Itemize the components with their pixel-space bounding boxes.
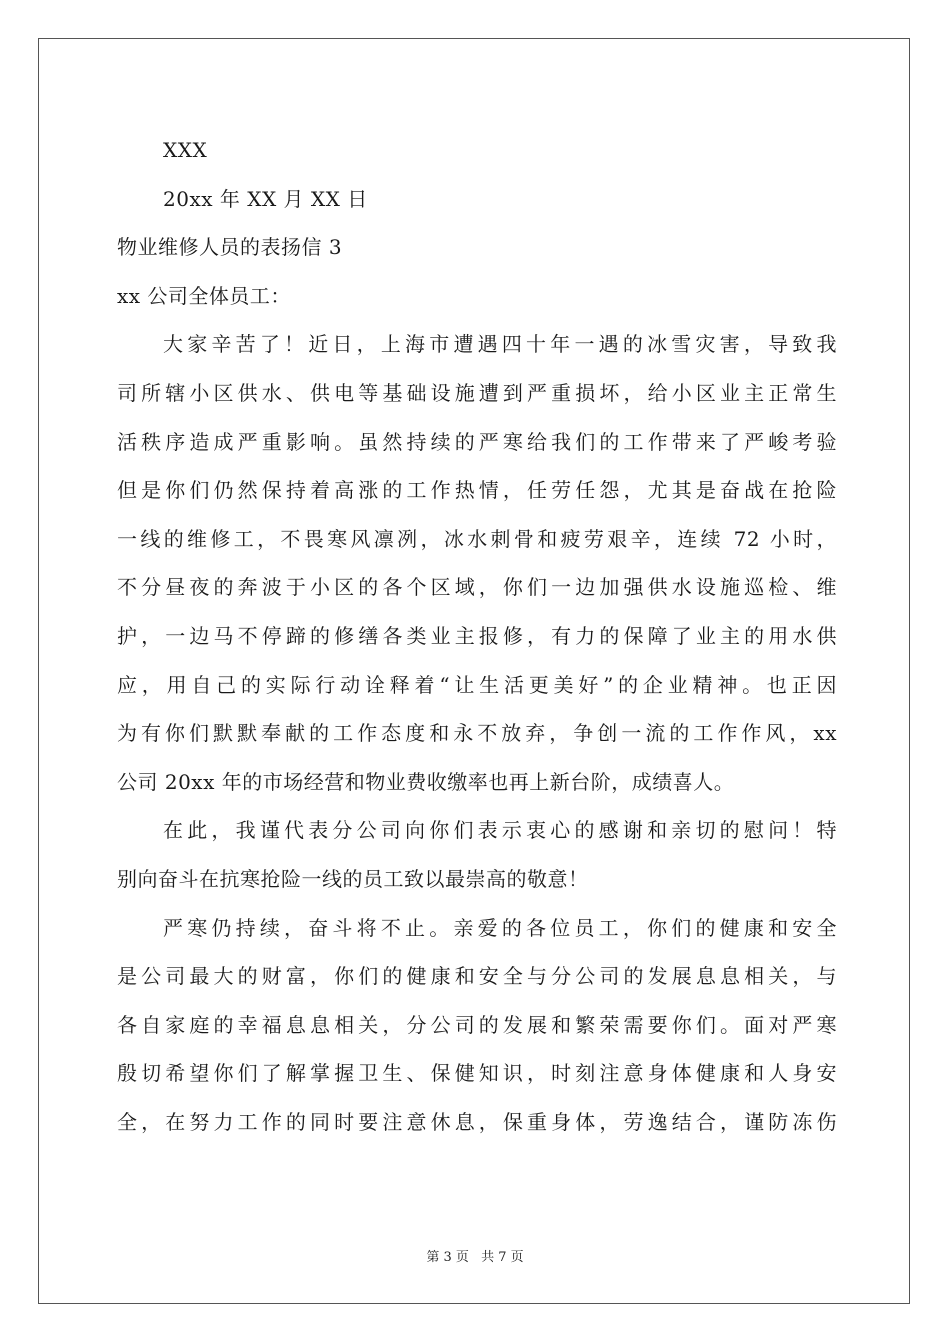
paragraph-line: 严寒仍持续，奋斗将不止。亲爱的各位员工，你们的健康和安全 <box>163 915 837 940</box>
paragraph-2 <box>117 810 837 907</box>
paragraph-line: 大家辛苦了！近日，上海市遭遇四十年一遇的冰雪灾害，导致我 <box>163 332 837 357</box>
paragraph-line: 公司 20xx 年的市场经营和物业费收缴率也再上新台阶，成绩喜人。 <box>117 769 735 794</box>
signature-name: XXX <box>163 138 208 162</box>
paragraph-line: 是公司最大的财富，你们的健康和安全与分公司的发展息息相关，与 <box>117 964 837 989</box>
salutation: xx 公司全体员工： <box>117 283 291 308</box>
paragraph-line: 护，一边马不停蹄的修缮各类业主报修，有力的保障了业主的用水供 <box>117 623 837 648</box>
paragraph-line: 活秩序造成严重影响。虽然持续的严寒给我们的工作带来了严峻考验 <box>117 429 837 454</box>
page-total: 共 7 页 <box>481 1250 524 1265</box>
paragraph-line: 司所辖小区供水、供电等基础设施遭到严重损坏，给小区业主正常生 <box>117 380 837 405</box>
paragraph-line: 为有你们默默奉献的工作态度和永不放弃，争创一流的工作作风，xx <box>117 721 837 746</box>
paragraph-line: 各自家庭的幸福息息相关，分公司的发展和繁荣需要你们。面对严寒 <box>117 1012 837 1037</box>
page-number: 第 3 页 <box>426 1250 469 1265</box>
paragraph-1 <box>117 324 837 810</box>
paragraph-line: 别向奋斗在抗寒抢险一线的员工致以最崇高的敬意！ <box>117 866 589 891</box>
paragraph-line: 不分昼夜的奔波于小区的各个区域，你们一边加强供水设施巡检、维 <box>117 575 837 600</box>
paragraph-line: 一线的维修工，不畏寒风凛冽，冰水刺骨和疲劳艰辛，连续 72 小时， <box>117 526 837 551</box>
letter-title: 物业维修人员的表扬信 3 <box>117 235 343 260</box>
paragraph-line: 全，在努力工作的同时要注意休息，保重身体，劳逸结合，谨防冻伤 <box>117 1109 837 1134</box>
paragraph-line: 但是你们仍然保持着高涨的工作热情，任劳任怨，尤其是奋战在抢险 <box>117 478 837 503</box>
letter-body <box>117 130 837 1150</box>
paragraph-line: 应，用自己的实际行动诠释着“让生活更美好”的企业精神。也正因 <box>117 672 837 697</box>
paragraph-line: 在此，我谨代表分公司向你们表示衷心的感谢和亲切的慰问！特 <box>163 818 837 843</box>
paragraph-3 <box>117 908 837 1151</box>
paragraph-line: 殷切希望你们了解掌握卫生、保健知识，时刻注意身体健康和人身安 <box>117 1061 837 1086</box>
page-footer <box>0 1246 950 1265</box>
signature-date: 20xx 年 XX 月 XX 日 <box>163 186 368 211</box>
